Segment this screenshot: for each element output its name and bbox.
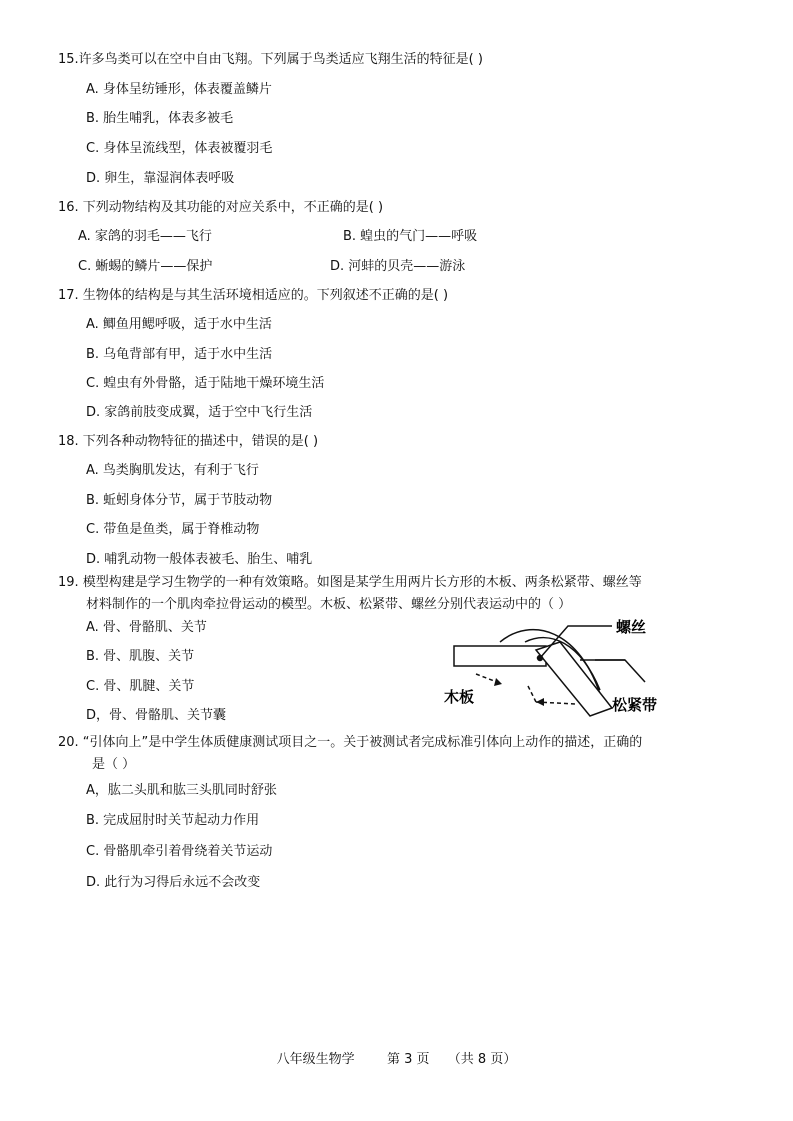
figure-label-screw: 螺丝 (616, 619, 647, 636)
question-15-option-d: D. 卵生，靠湿润体表呼吸 (86, 171, 235, 186)
page-footer (0, 1048, 793, 1067)
footer-page-number: 第 3 页 (386, 1052, 430, 1067)
footer-subject: 八年级生物学 (276, 1052, 355, 1067)
question-17-option-a: A. 鲫鱼用鳃呼吸，适于水中生活 (86, 317, 272, 332)
question-19-option-c: C. 骨、肌腱、关节 (86, 679, 195, 694)
question-19-option-a: A. 骨、骨骼肌、关节 (86, 620, 207, 635)
question-20-option-a: A，肱二头肌和肱三头肌同时舒张 (86, 783, 277, 798)
question-18-stem: 18. 下列各种动物特征的描述中，错误的是( ) (58, 434, 319, 449)
figure-label-band: 松紧带 (612, 697, 658, 714)
question-15-stem: 15.许多鸟类可以在空中自由飞翔。下列属于鸟类适应飞翔生活的特征是( ) (58, 52, 483, 67)
figure-label-board: 木板 (444, 689, 475, 706)
motion-arrowhead-1 (494, 678, 502, 686)
question-16-option-c: C. 蜥蜴的鳞片——保护 (78, 259, 213, 274)
question-17-option-b: B. 乌龟背部有甲，适于水中生活 (86, 347, 273, 362)
question-18-option-a: A. 鸟类胸肌发达，有利于飞行 (86, 463, 259, 478)
question-20-option-d: D. 此行为习得后永远不会改变 (86, 875, 261, 890)
question-15-option-a: A. 身体呈纺锤形，体表覆盖鳞片 (86, 82, 272, 97)
question-16-option-b: B. 蝗虫的气门——呼吸 (343, 229, 478, 244)
question-16-option-d: D. 河蚌的贝壳——游泳 (330, 259, 466, 274)
question-15-option-b: B. 胎生哺乳，体表多被毛 (86, 111, 234, 126)
question-18-option-d: D. 哺乳动物一般体表被毛、胎生、哺乳 (86, 552, 313, 567)
question-20-stem-line-2: 是（ ） (92, 757, 136, 772)
question-18-option-b: B. 蚯蚓身体分节，属于节肢动物 (86, 493, 273, 508)
footer-total-pages: （共 8 页） (447, 1052, 517, 1067)
question-16-option-a: A. 家鸽的羽毛——飞行 (78, 229, 212, 244)
question-19-option-d: D，骨、骨骼肌、关节囊 (86, 708, 227, 723)
question-20-option-c: C. 骨骼肌牵引着骨绕着关节运动 (86, 844, 273, 859)
question-17-option-d: D. 家鸽前肢变成翼，适于空中飞行生活 (86, 405, 313, 420)
motion-line-2 (528, 686, 536, 702)
question-19-option-b: B. 骨、肌腹、关节 (86, 649, 195, 664)
question-17-stem: 17. 生物体的结构是与其生活环境相适应的。下列叙述不正确的是( ) (58, 288, 449, 303)
question-17-option-c: C. 蝗虫有外骨骼，适于陆地干燥环境生活 (86, 376, 325, 391)
question-16-stem: 16. 下列动物结构及其功能的对应关系中，不正确的是( ) (58, 200, 384, 215)
motion-arrowhead-3 (536, 698, 544, 706)
horizontal-board (454, 646, 546, 666)
muscle-model-figure (440, 612, 670, 730)
question-15-option-c: C. 身体呈流线型，体表被覆羽毛 (86, 141, 273, 156)
question-19-stem-line-2: 材料制作的一个肌肉牵拉骨运动的模型。木板、松紧带、螺丝分别代表运动中的（ ） (86, 597, 572, 612)
question-19-stem-line-1: 19. 模型构建是学习生物学的一种有效策略。如图是某学生用两片长方形的木板、两条松紧带、螺丝等 (58, 575, 642, 590)
question-20-option-b: B. 完成屈肘时关节起动力作用 (86, 813, 260, 828)
angled-board (536, 642, 612, 716)
question-18-option-c: C. 带鱼是鱼类，属于脊椎动物 (86, 522, 260, 537)
question-20-stem-line-1: 20. “引体向上”是中学生体质健康测试项目之一。关于被测试者完成标准引体向上动作的描述，正确的 (58, 735, 643, 750)
